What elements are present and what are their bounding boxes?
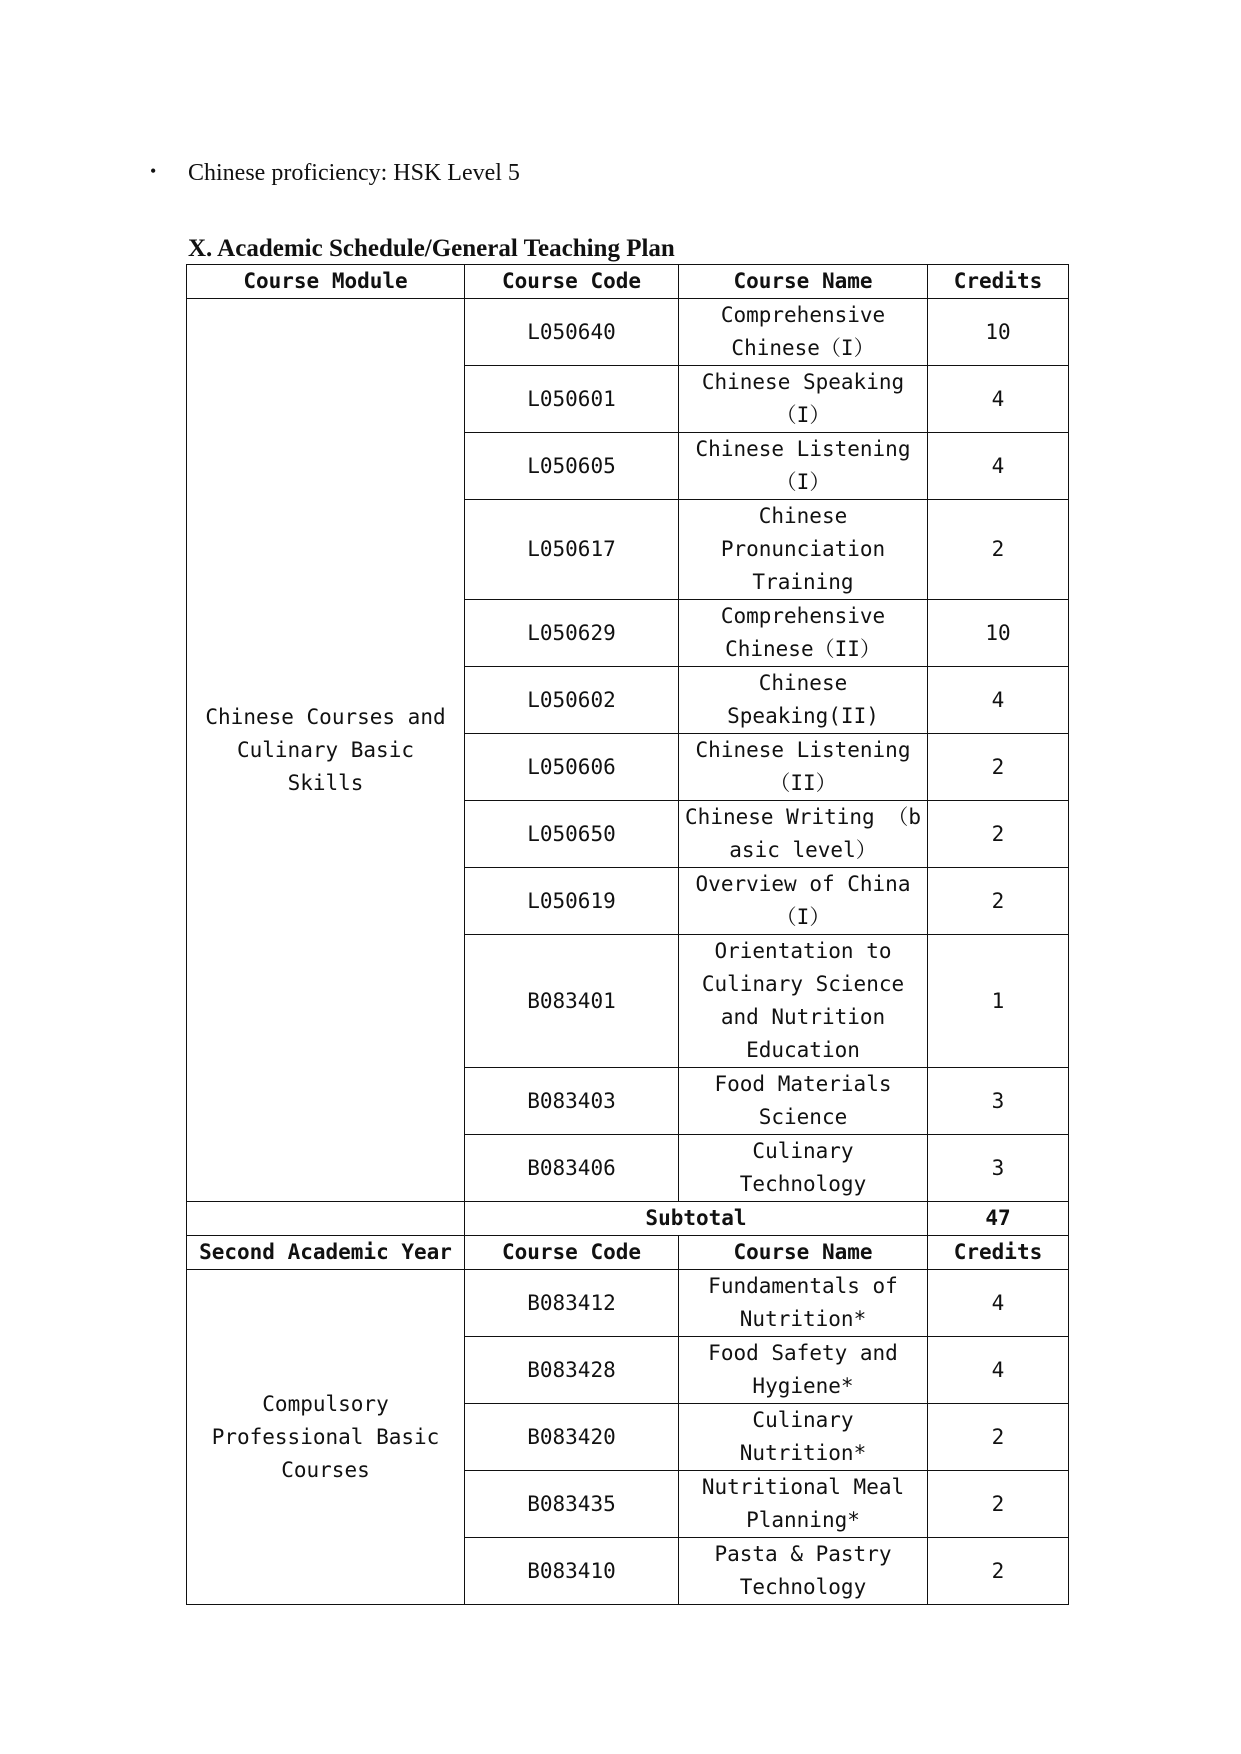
module-line: Chinese Courses and	[205, 704, 446, 729]
module-line: Courses	[281, 1457, 370, 1482]
bullet-symbol: •	[150, 161, 157, 181]
course-name: Chinese Listening （I）	[679, 433, 928, 500]
course-name: Chinese Pronunciation Training	[679, 500, 928, 600]
teaching-plan-table	[186, 264, 1069, 1605]
course-credits: 3	[928, 1068, 1069, 1135]
course-credits: 2	[928, 868, 1069, 935]
course-name: Chinese Writing （b asic level）	[679, 801, 928, 868]
subtotal-value: 47	[928, 1202, 1069, 1236]
section-title: X. Academic Schedule/General Teaching Plan	[188, 235, 675, 262]
course-code: B083412	[465, 1270, 679, 1337]
header-course-code: Course Code	[465, 1236, 679, 1270]
course-code: B083406	[465, 1135, 679, 1202]
course-code: L050617	[465, 500, 679, 600]
subtotal-label: Subtotal	[465, 1202, 928, 1236]
course-credits: 4	[928, 1337, 1069, 1404]
course-code: L050640	[465, 299, 679, 366]
course-credits: 4	[928, 433, 1069, 500]
course-code: L050619	[465, 868, 679, 935]
subtotal-row	[187, 1202, 1069, 1236]
course-credits: 2	[928, 500, 1069, 600]
course-name: Food Materials Science	[679, 1068, 928, 1135]
table-row	[187, 1270, 1069, 1337]
course-credits: 2	[928, 1404, 1069, 1471]
table-header-row	[187, 1236, 1069, 1270]
header-course-name: Course Name	[679, 265, 928, 299]
course-credits: 10	[928, 299, 1069, 366]
course-name: Comprehensive Chinese（I）	[679, 299, 928, 366]
module-line: Culinary Basic Skills	[236, 737, 414, 795]
module-line: Compulsory	[262, 1391, 389, 1416]
table-header-row	[187, 265, 1069, 299]
course-name: Chinese Speaking(II)	[679, 667, 928, 734]
course-credits: 4	[928, 667, 1069, 734]
course-name: Comprehensive Chinese（II）	[679, 600, 928, 667]
course-credits: 1	[928, 935, 1069, 1068]
module-cell	[187, 299, 465, 1202]
course-code: L050602	[465, 667, 679, 734]
course-code: B083410	[465, 1538, 679, 1605]
course-code: L050629	[465, 600, 679, 667]
course-name: Fundamentals of Nutrition*	[679, 1270, 928, 1337]
bullet-item	[150, 160, 520, 187]
course-name: Overview of China（I）	[679, 868, 928, 935]
course-credits: 3	[928, 1135, 1069, 1202]
header-course-module: Course Module	[187, 265, 465, 299]
course-credits: 2	[928, 734, 1069, 801]
course-name: Pasta & Pastry Technology	[679, 1538, 928, 1605]
course-name: Culinary Technology	[679, 1135, 928, 1202]
course-code: L050650	[465, 801, 679, 868]
course-name: Food Safety and Hygiene*	[679, 1337, 928, 1404]
module-cell	[187, 1270, 465, 1605]
course-code: L050601	[465, 366, 679, 433]
table-row	[187, 299, 1069, 366]
module-line: Professional Basic	[211, 1424, 440, 1449]
course-code: B083435	[465, 1471, 679, 1538]
course-code: B083428	[465, 1337, 679, 1404]
header-course-name: Course Name	[679, 1236, 928, 1270]
course-credits: 2	[928, 1471, 1069, 1538]
course-name: Orientation to Culinary Science and Nutrition Education	[679, 935, 928, 1068]
course-credits: 2	[928, 801, 1069, 868]
course-name: Chinese Speaking （I）	[679, 366, 928, 433]
header-course-code: Course Code	[465, 265, 679, 299]
course-name: Nutritional Meal Planning*	[679, 1471, 928, 1538]
course-credits: 4	[928, 366, 1069, 433]
course-name: Culinary Nutrition*	[679, 1404, 928, 1471]
header-credits: Credits	[928, 265, 1069, 299]
course-name: Chinese Listening （II）	[679, 734, 928, 801]
bullet-text: Chinese proficiency: HSK Level 5	[188, 160, 520, 186]
course-code: B083403	[465, 1068, 679, 1135]
course-credits: 10	[928, 600, 1069, 667]
subtotal-spacer	[187, 1202, 465, 1236]
header-academic-year: Second Academic Year	[187, 1236, 465, 1270]
course-credits: 2	[928, 1538, 1069, 1605]
course-credits: 4	[928, 1270, 1069, 1337]
header-credits: Credits	[928, 1236, 1069, 1270]
course-code: B083420	[465, 1404, 679, 1471]
course-code: L050606	[465, 734, 679, 801]
course-code: B083401	[465, 935, 679, 1068]
course-code: L050605	[465, 433, 679, 500]
